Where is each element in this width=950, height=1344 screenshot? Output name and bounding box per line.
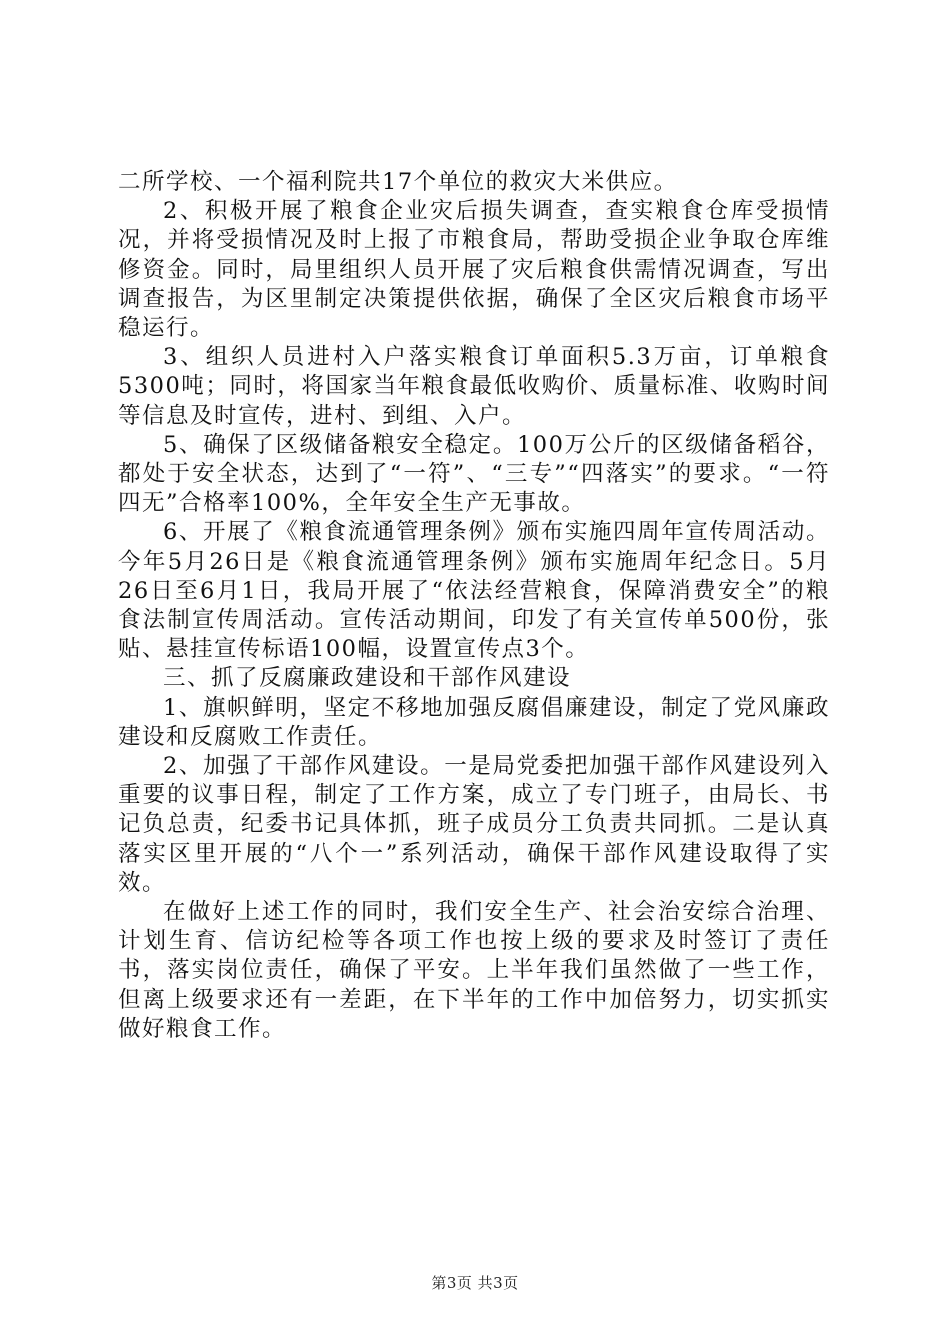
paragraph-section3-item-2: 2、加强了干部作风建设。一是局党委把加强干部作风建设列入重要的议事日程，制定了工作方案，成立了专门班子，由局长、书记负总责，纪委书记具体抓，班子成员分工负责共同抓。二是认真落实区里开展的“八个一”系列活动，确保干部作风建设取得了实效。 [118,753,830,896]
paragraph-section3-item-1: 1、旗帜鲜明，坚定不移地加强反腐倡廉建设，制定了党风廉政建设和反腐败工作责任。 [118,694,830,750]
paragraph-continued: 二所学校、一个福利院共17个单位的救灾大米供应。 [118,169,678,195]
paragraph-item-6: 6、开展了《粮食流通管理条例》颁布实施四周年宣传周活动。今年5月26日是《粮食流通管理条例》颁布实施周年纪念日。5月26日至6月1日，我局开展了“依法经营粮食，保障消费安全”的粮食法制宣传周活动。宣传活动期间，印发了有关宣传单500份，张贴、悬挂宣传标语100幅，设置宣传点3个。 [118,519,830,663]
page-number-footer: 第3页 共3页 [431,1274,519,1292]
document-body [118,168,830,1044]
paragraph-closing: 在做好上述工作的同时，我们安全生产、社会治安综合治理、计划生育、信访纪检等各项工作也按上级的要求及时签订了责任书，落实岗位责任，确保了平安。上半年我们虽然做了一些工作，但离上级要求还有一差距，在下半年的工作中加倍努力，切实抓实做好粮食工作。 [118,899,830,1042]
paragraph-item-3: 3、组织人员进村入户落实粮食订单面积5.3万亩，订单粮食5300吨；同时，将国家当年粮食最低收购价、质量标准、收购时间等信息及时宣传，进村、到组、入户。 [118,344,830,429]
paragraph-item-5: 5、确保了区级储备粮安全稳定。100万公斤的区级储备稻谷，都处于安全状态，达到了“一符”、“三专”“四落实”的要求。“一符四无”合格率100%，全年安全生产无事故。 [118,431,830,517]
paragraph-item-2: 2、积极开展了粮食企业灾后损失调查，查实粮食仓库受损情况，并将受损情况及时上报了市粮食局，帮助受损企业争取仓库维修资金。同时，局里组织人员开展了灾后粮食供需情况调查，写出调查报告，为区里制定决策提供依据，确保了全区灾后粮食市场平稳运行。 [118,198,830,342]
section-heading-3: 三、抓了反腐廉政建设和干部作风建设 [163,665,572,692]
